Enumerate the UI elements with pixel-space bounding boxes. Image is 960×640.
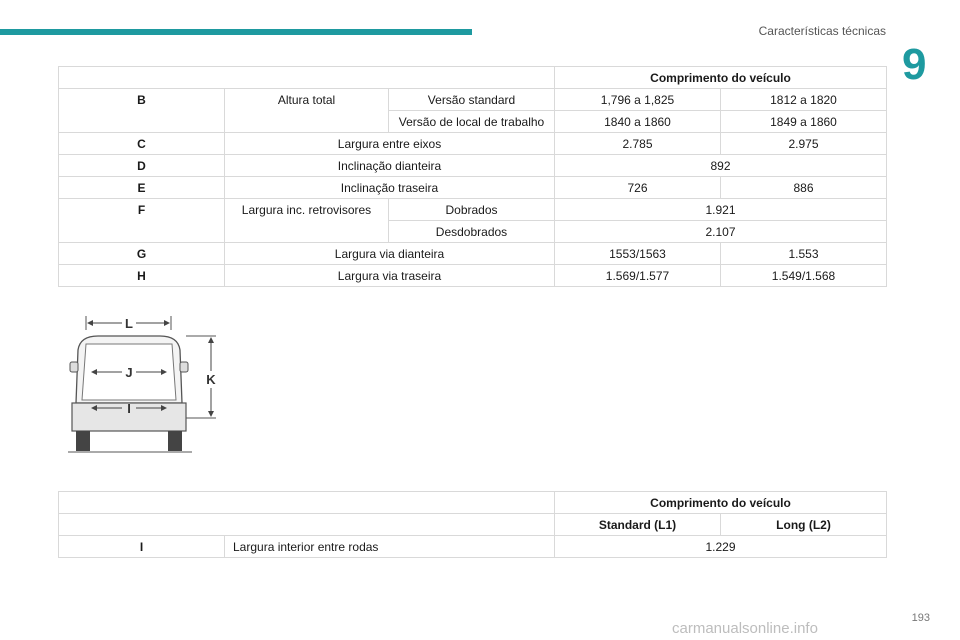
dimension-label-k: K	[206, 372, 216, 387]
value-l1: 2.785	[555, 133, 721, 155]
row-label: Largura via traseira	[225, 265, 555, 287]
van-rear-diagram	[58, 308, 238, 458]
row-label: Inclinação traseira	[225, 177, 555, 199]
header-accent-bar	[0, 29, 472, 35]
row-label: Inclinação dianteira	[225, 155, 555, 177]
column-header-l2: Long (L2)	[721, 514, 887, 536]
table-row	[59, 536, 887, 558]
value-l2: 1.549/1.568	[721, 265, 887, 287]
table-heading: Comprimento do veículo	[555, 67, 887, 89]
right-mirror-shape	[180, 362, 188, 372]
dimensions-table	[58, 66, 887, 287]
row-code: H	[59, 265, 225, 287]
table-subheader-row	[59, 514, 887, 536]
page-number: 193	[911, 612, 930, 624]
value-l2: 2.975	[721, 133, 887, 155]
value-all: 1.229	[555, 536, 887, 558]
interior-width-table	[58, 491, 887, 558]
value-all: 1.921	[555, 199, 887, 221]
table-row	[59, 199, 887, 221]
row-variant: Versão standard	[389, 89, 555, 111]
row-code: G	[59, 243, 225, 265]
row-label: Largura entre eixos	[225, 133, 555, 155]
dimension-label-i: I	[127, 401, 131, 416]
value-l2: 1849 a 1860	[721, 111, 887, 133]
value-l1: 726	[555, 177, 721, 199]
watermark-text: carmanualsonline.info	[672, 620, 818, 637]
left-wheel-shape	[76, 431, 90, 451]
chapter-number: 9	[902, 40, 927, 89]
table-header-row	[59, 492, 887, 514]
column-header-l1: Standard (L1)	[555, 514, 721, 536]
row-code: C	[59, 133, 225, 155]
row-label: Largura inc. retrovisores	[225, 199, 389, 243]
table-row	[59, 89, 887, 111]
right-wheel-shape	[168, 431, 182, 451]
header-empty-cell	[59, 514, 555, 536]
table-row	[59, 265, 887, 287]
value-all: 892	[555, 155, 887, 177]
row-code: B	[59, 89, 225, 133]
row-code: D	[59, 155, 225, 177]
header-empty-cell	[59, 492, 555, 514]
value-l2: 886	[721, 177, 887, 199]
row-code: E	[59, 177, 225, 199]
row-variant: Dobrados	[389, 199, 555, 221]
table-row	[59, 155, 887, 177]
row-variant: Desdobrados	[389, 221, 555, 243]
row-code: I	[59, 536, 225, 558]
value-l1: 1.569/1.577	[555, 265, 721, 287]
row-label: Largura interior entre rodas	[225, 536, 555, 558]
table-heading: Comprimento do veículo	[555, 492, 887, 514]
value-l1: 1553/1563	[555, 243, 721, 265]
table-header-row	[59, 67, 887, 89]
row-variant: Versão de local de trabalho	[389, 111, 555, 133]
value-l2: 1.553	[721, 243, 887, 265]
value-all: 2.107	[555, 221, 887, 243]
dimension-label-l: L	[125, 316, 133, 331]
dimension-label-j: J	[125, 365, 133, 380]
table-row	[59, 133, 887, 155]
header-empty-cell	[59, 67, 555, 89]
table-row	[59, 177, 887, 199]
value-l2: 1812 a 1820	[721, 89, 887, 111]
row-code: F	[59, 199, 225, 243]
value-l1: 1,796 a 1,825	[555, 89, 721, 111]
value-l1: 1840 a 1860	[555, 111, 721, 133]
section-title: Características técnicas	[758, 24, 886, 38]
table-row	[59, 243, 887, 265]
row-label: Altura total	[225, 89, 389, 133]
left-mirror-shape	[70, 362, 78, 372]
row-label: Largura via dianteira	[225, 243, 555, 265]
